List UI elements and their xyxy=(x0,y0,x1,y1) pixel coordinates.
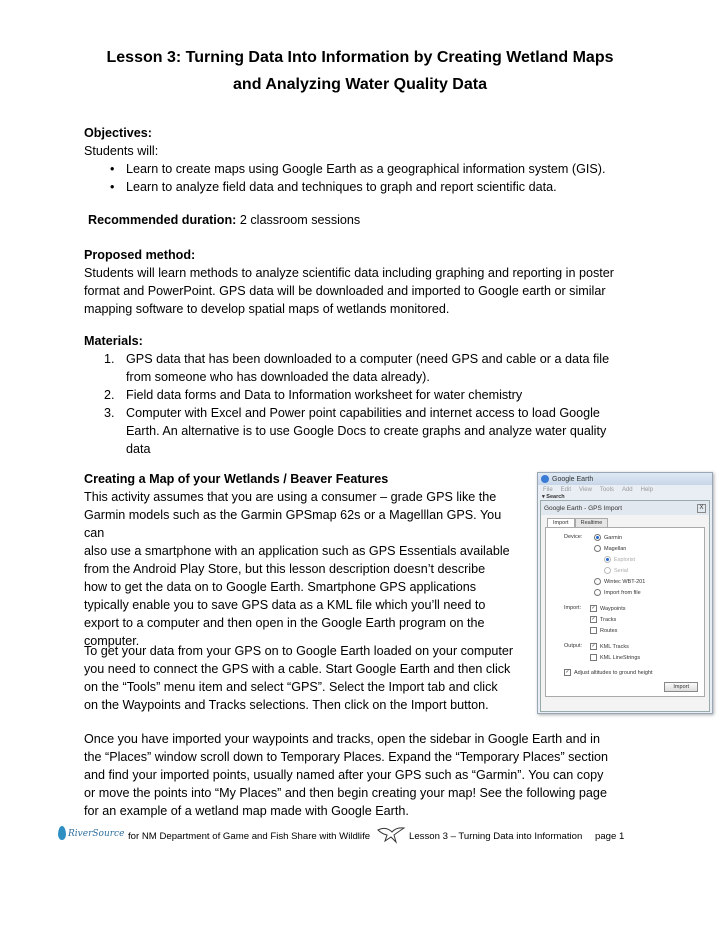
item-line: from someone who has downloaded the data already). xyxy=(126,370,430,384)
water-drop-icon xyxy=(58,826,66,840)
objectives-heading: Objectives: xyxy=(84,126,152,140)
list-item: • Learn to create maps using Google Earth as a geographical information system (GIS). xyxy=(84,160,640,178)
checkbox-checked[interactable]: ✓ xyxy=(591,616,596,622)
output-kml-linestrings[interactable] xyxy=(590,654,640,661)
page-number: page 1 xyxy=(595,831,625,842)
item-line: Earth. An alternative is to use Google Docs to create graphs and analyze water quality xyxy=(126,424,607,438)
dialog-titlebar xyxy=(541,501,709,515)
checkbox[interactable] xyxy=(590,627,597,634)
import-panel xyxy=(545,527,705,697)
radio-label: Wintec WBT-201 xyxy=(604,578,646,585)
page-footer xyxy=(58,824,658,846)
import-routes[interactable] xyxy=(590,627,617,634)
app-title: Google Earth xyxy=(552,475,594,483)
logo-text: RiverSource xyxy=(68,829,125,839)
method-line: mapping software to develop spatial maps of wetlands monitored. xyxy=(84,302,450,316)
menu-bar xyxy=(538,485,712,494)
checkbox-label: Waypoints xyxy=(600,605,626,612)
menu-item[interactable]: View xyxy=(579,486,592,493)
item-line: Computer with Excel and Power point capabilities and internet access to load Google xyxy=(126,406,600,420)
duration-value: 2 classroom sessions xyxy=(236,213,361,227)
tab-import[interactable]: Import xyxy=(547,518,575,527)
item-line: GPS data that has been downloaded to a computer (need GPS and cable or a data file xyxy=(126,352,610,366)
device-label: Device: xyxy=(564,534,583,540)
list-item xyxy=(84,350,640,386)
paragraph-line: To get your data from your GPS on to Google Earth loaded on your computer xyxy=(84,644,514,658)
method-section xyxy=(84,246,640,318)
radio[interactable] xyxy=(594,589,601,596)
tab-realtime[interactable]: Realtime xyxy=(575,518,609,527)
imported-section xyxy=(84,730,640,820)
materials-section xyxy=(84,332,640,458)
device-serial[interactable] xyxy=(604,567,628,574)
dialog-title: Google Earth - GPS Import xyxy=(544,504,623,512)
device-explorist[interactable] xyxy=(604,556,635,563)
materials-heading: Materials: xyxy=(84,334,143,348)
paragraph-line: Once you have imported your waypoints and tracks, open the sidebar in Google Earth and in xyxy=(84,732,600,746)
checkbox-label: KML LineStrings xyxy=(600,654,641,661)
radio[interactable] xyxy=(594,545,601,552)
objectives-section xyxy=(84,124,640,196)
checkbox-label: KML Tracks xyxy=(600,643,629,650)
checkbox-checked[interactable]: ✓ xyxy=(565,669,570,675)
device-magellan[interactable] xyxy=(594,545,626,552)
checkbox-label: Tracks xyxy=(600,616,617,623)
checkbox-label: Routes xyxy=(600,627,618,634)
method-line: format and PowerPoint. GPS data will be downloaded and imported to Google earth or similar xyxy=(84,284,606,298)
radio-disabled[interactable] xyxy=(604,567,611,574)
getting-data-section xyxy=(84,642,522,714)
import-button[interactable]: Import xyxy=(664,682,698,692)
item-line: Field data forms and Data to Information worksheet for water chemistry xyxy=(126,388,523,402)
app-titlebar xyxy=(538,473,712,485)
paragraph-line: for an example of a wetland map made with Google Earth. xyxy=(84,804,409,818)
dialog-tabs xyxy=(547,518,709,527)
creating-map-section xyxy=(84,470,522,650)
paragraph-line: you need to connect the GPS with a cable. Start Google Earth and then click xyxy=(84,662,511,676)
list-item xyxy=(84,404,640,458)
device-wintec[interactable] xyxy=(594,578,645,585)
radio-disabled[interactable] xyxy=(604,556,611,563)
paragraph-line: Garmin models such as the Garmin GPSmap 62s or a Magelllan GPS. You can xyxy=(84,508,502,540)
materials-list xyxy=(84,350,640,458)
radio-selected[interactable] xyxy=(594,534,601,541)
duration-label: Recommended duration: xyxy=(88,213,237,227)
radio-label: Import from file xyxy=(604,589,641,596)
import-tracks[interactable] xyxy=(590,616,616,623)
objectives-list xyxy=(84,160,640,196)
checkbox[interactable] xyxy=(590,654,597,661)
checkbox-label: Adjust altitudes to ground height xyxy=(574,669,653,676)
item-number: 3. xyxy=(104,406,115,420)
objectives-intro: Students will: xyxy=(84,144,159,158)
paragraph-line: typically enable you to save GPS data as a KML file which you’ll need to xyxy=(84,598,486,612)
list-item xyxy=(84,386,640,404)
device-garmin[interactable] xyxy=(594,534,622,541)
paragraph-line: export to a computer and then open in the Google Earth program on the xyxy=(84,616,485,630)
output-kml-tracks[interactable] xyxy=(590,643,629,650)
duration-section xyxy=(88,211,644,229)
output-label: Output: xyxy=(564,643,583,649)
search-panel-header[interactable]: ▾ Search xyxy=(542,494,565,500)
radio-label: Magellan xyxy=(604,545,627,552)
gps-import-dialog xyxy=(540,500,710,712)
title-line-2: and Analyzing Water Quality Data xyxy=(233,76,487,93)
device-import-file[interactable] xyxy=(594,589,641,596)
creating-map-heading: Creating a Map of your Wetlands / Beaver Features xyxy=(84,472,389,486)
method-heading: Proposed method: xyxy=(84,248,196,262)
page-title xyxy=(60,44,660,98)
paragraph-line: on the “Tools” menu item and select “GPS”. Select the Import tab and click xyxy=(84,680,498,694)
list-item: • Learn to analyze field data and techniques to graph and report scientific data. xyxy=(84,178,640,196)
close-icon[interactable]: X xyxy=(697,504,706,513)
item-number: 2. xyxy=(104,388,115,402)
paragraph-line: how to get the data on to Google Earth. Smartphone GPS applications xyxy=(84,580,477,594)
google-earth-icon xyxy=(541,475,549,483)
title-line-1: Lesson 3: Turning Data Into Information by Creating Wetland Maps xyxy=(106,49,614,66)
paragraph-line: This activity assumes that you are using a consumer – grade GPS like the xyxy=(84,490,497,504)
paragraph-line: computer. xyxy=(84,634,140,648)
menu-item[interactable]: Tools xyxy=(599,486,614,493)
menu-item[interactable]: File xyxy=(543,486,553,493)
radio[interactable] xyxy=(594,578,601,585)
google-earth-screenshot xyxy=(537,472,713,714)
paragraph-line: from the Android Play Store, but this lesson description doesn’t describe xyxy=(84,562,486,576)
paragraph-line: the “Places” window scroll down to Temporary Places. Expand the “Temporary Places” section xyxy=(84,750,609,764)
item-number: 1. xyxy=(104,352,115,366)
method-line: Students will learn methods to analyze scientific data including graphing and reporting in poster xyxy=(84,266,614,280)
menu-item[interactable]: Edit xyxy=(560,486,572,493)
radio-label: Explorist xyxy=(614,556,636,563)
riversource-logo xyxy=(58,824,124,844)
paragraph-line: also use a smartphone with an application such as GPS Essentials available xyxy=(84,544,510,558)
item-line: data xyxy=(126,442,151,456)
adjust-altitudes[interactable] xyxy=(564,669,653,676)
paragraph-line: or move the points into “My Places” and then begin creating your map! See the following page xyxy=(84,786,607,800)
menu-item[interactable]: Add xyxy=(621,486,633,493)
radio-label: Serial xyxy=(614,567,629,574)
radio-label: Garmin xyxy=(604,534,623,541)
paragraph-line: on the Waypoints and Tracks selections. Then click on the Import button. xyxy=(84,698,489,712)
checkbox-checked[interactable]: ✓ xyxy=(591,643,596,649)
import-waypoints[interactable] xyxy=(590,605,625,612)
bird-logo-icon xyxy=(376,824,406,844)
paragraph-line: and find your imported points, usually named after your GPS such as “Garmin”. You can copy xyxy=(84,768,604,782)
menu-item[interactable]: Help xyxy=(640,486,653,493)
import-label: Import: xyxy=(564,605,582,611)
checkbox-checked[interactable]: ✓ xyxy=(591,605,596,611)
footer-lesson: Lesson 3 – Turning Data into Information xyxy=(409,831,583,842)
footer-sponsor: for NM Department of Game and Fish Share with Wildlife xyxy=(128,831,371,842)
